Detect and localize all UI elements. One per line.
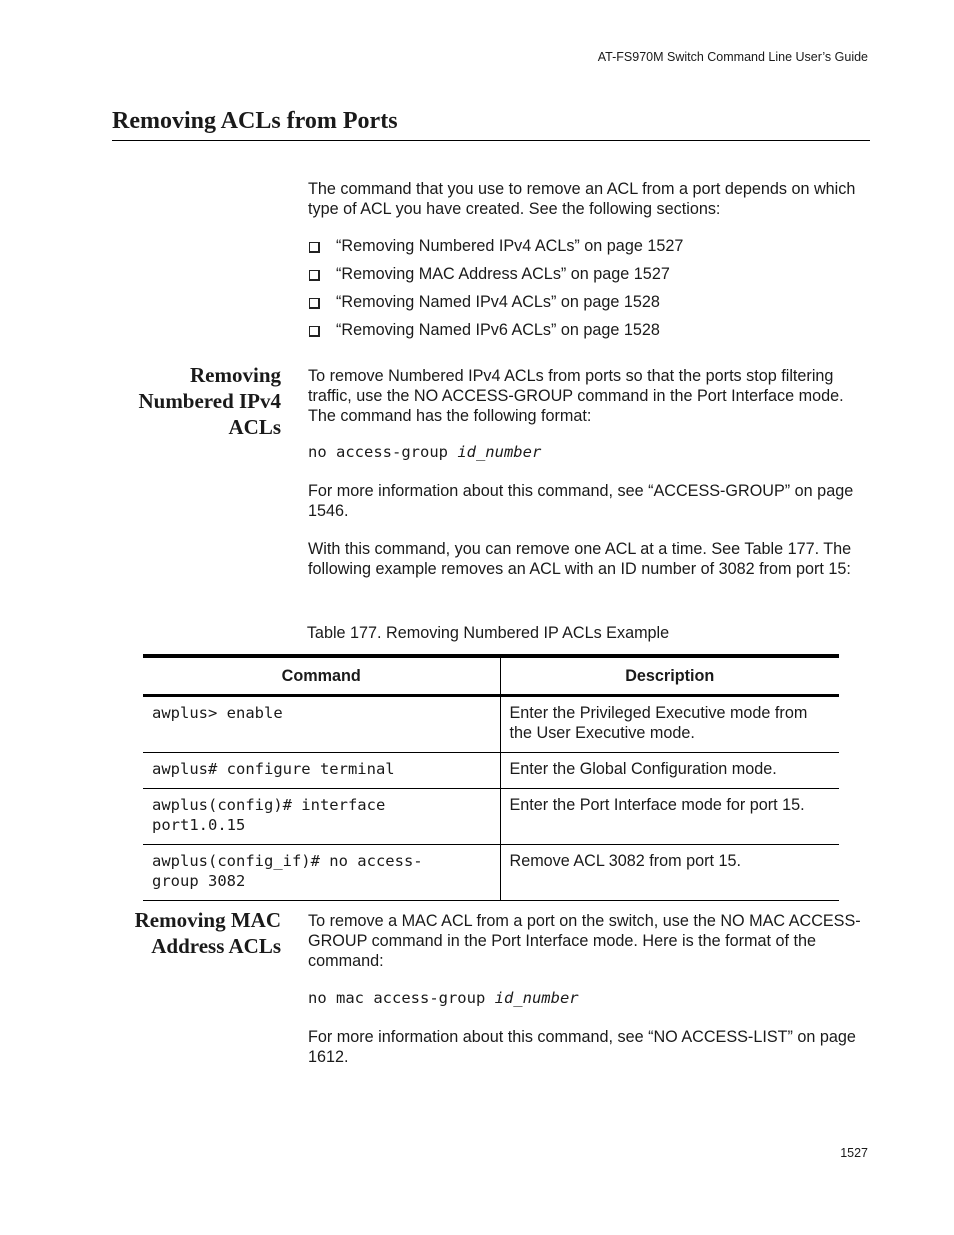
command-parameter: id_number [457, 443, 542, 461]
table-caption: Table 177. Removing Numbered IP ACLs Example [306, 624, 670, 642]
mac-command-syntax: no mac access-group id_number [308, 989, 579, 1007]
section-link-list [308, 236, 683, 348]
table-row [143, 753, 839, 789]
column-header-description: Description [500, 656, 839, 696]
checkbox-bullet-icon [309, 270, 320, 281]
title-divider [112, 140, 870, 141]
ipv4-example-paragraph: With this command, you can remove one ACL at a time. See Table 177. The following example removes an ACL with an ID number of 3082 from port 15: [308, 540, 852, 578]
description-cell: Enter the Global Configuration mode. [500, 753, 839, 789]
checkbox-bullet-icon [309, 326, 320, 337]
table-header-row [143, 656, 839, 696]
section-heading-numbered-ipv4: Removing Numbered IPv4 ACLs [138, 363, 281, 439]
command-table [143, 654, 839, 901]
page-number: 1527 [840, 1146, 868, 1160]
mac-reference-paragraph: For more information about this command, see “NO ACCESS-LIST” on page 1612. [308, 1028, 856, 1066]
section-link[interactable]: “Removing Named IPv6 ACLs” on page 1528 [336, 321, 660, 339]
command-cell: awplus(config)# interface port1.0.15 [143, 789, 500, 845]
page-title: Removing ACLs from Ports [112, 108, 398, 134]
running-header: AT-FS970M Switch Command Line User’s Guide [597, 50, 868, 64]
list-item[interactable] [308, 320, 683, 348]
ipv4-command-syntax: no access-group id_number [308, 443, 542, 461]
table-row [143, 789, 839, 845]
list-item[interactable] [308, 292, 683, 320]
command-cell: awplus# configure terminal [143, 753, 500, 789]
ipv4-description-paragraph: To remove Numbered IPv4 ACLs from ports so that the ports stop filtering traffic, use the NO ACCESS-GROUP command in the Port Interface mode. The command has the following format: [308, 367, 844, 425]
section-link[interactable]: “Removing Named IPv4 ACLs” on page 1528 [336, 293, 660, 311]
list-item[interactable] [308, 236, 683, 264]
mac-description-paragraph: To remove a MAC ACL from a port on the switch, use the NO MAC ACCESS-GROUP command in the Port Interface mode. Here is the format of the command: [308, 912, 861, 970]
section-heading-mac-address: Removing MAC Address ACLs [134, 908, 281, 958]
description-cell: Remove ACL 3082 from port 15. [500, 845, 839, 901]
column-header-command: Command [143, 656, 500, 696]
description-cell: Enter the Privileged Executive mode from the User Executive mode. [500, 696, 839, 753]
table-row [143, 845, 839, 901]
command-parameter: id_number [494, 989, 579, 1007]
command-cell: awplus> enable [143, 696, 500, 753]
table-row [143, 696, 839, 753]
ipv4-reference-paragraph: For more information about this command, see “ACCESS-GROUP” on page 1546. [308, 482, 854, 520]
section-link[interactable]: “Removing Numbered IPv4 ACLs” on page 1527 [336, 237, 684, 255]
section-link[interactable]: “Removing MAC Address ACLs” on page 1527 [336, 265, 670, 283]
checkbox-bullet-icon [309, 298, 320, 309]
description-cell: Enter the Port Interface mode for port 15. [500, 789, 839, 845]
list-item[interactable] [308, 264, 683, 292]
checkbox-bullet-icon [309, 242, 320, 253]
command-cell: awplus(config_if)# no access- group 3082 [143, 845, 500, 901]
intro-paragraph: The command that you use to remove an ACL from a port depends on which type of ACL you have created. See the following sections: [308, 180, 856, 218]
